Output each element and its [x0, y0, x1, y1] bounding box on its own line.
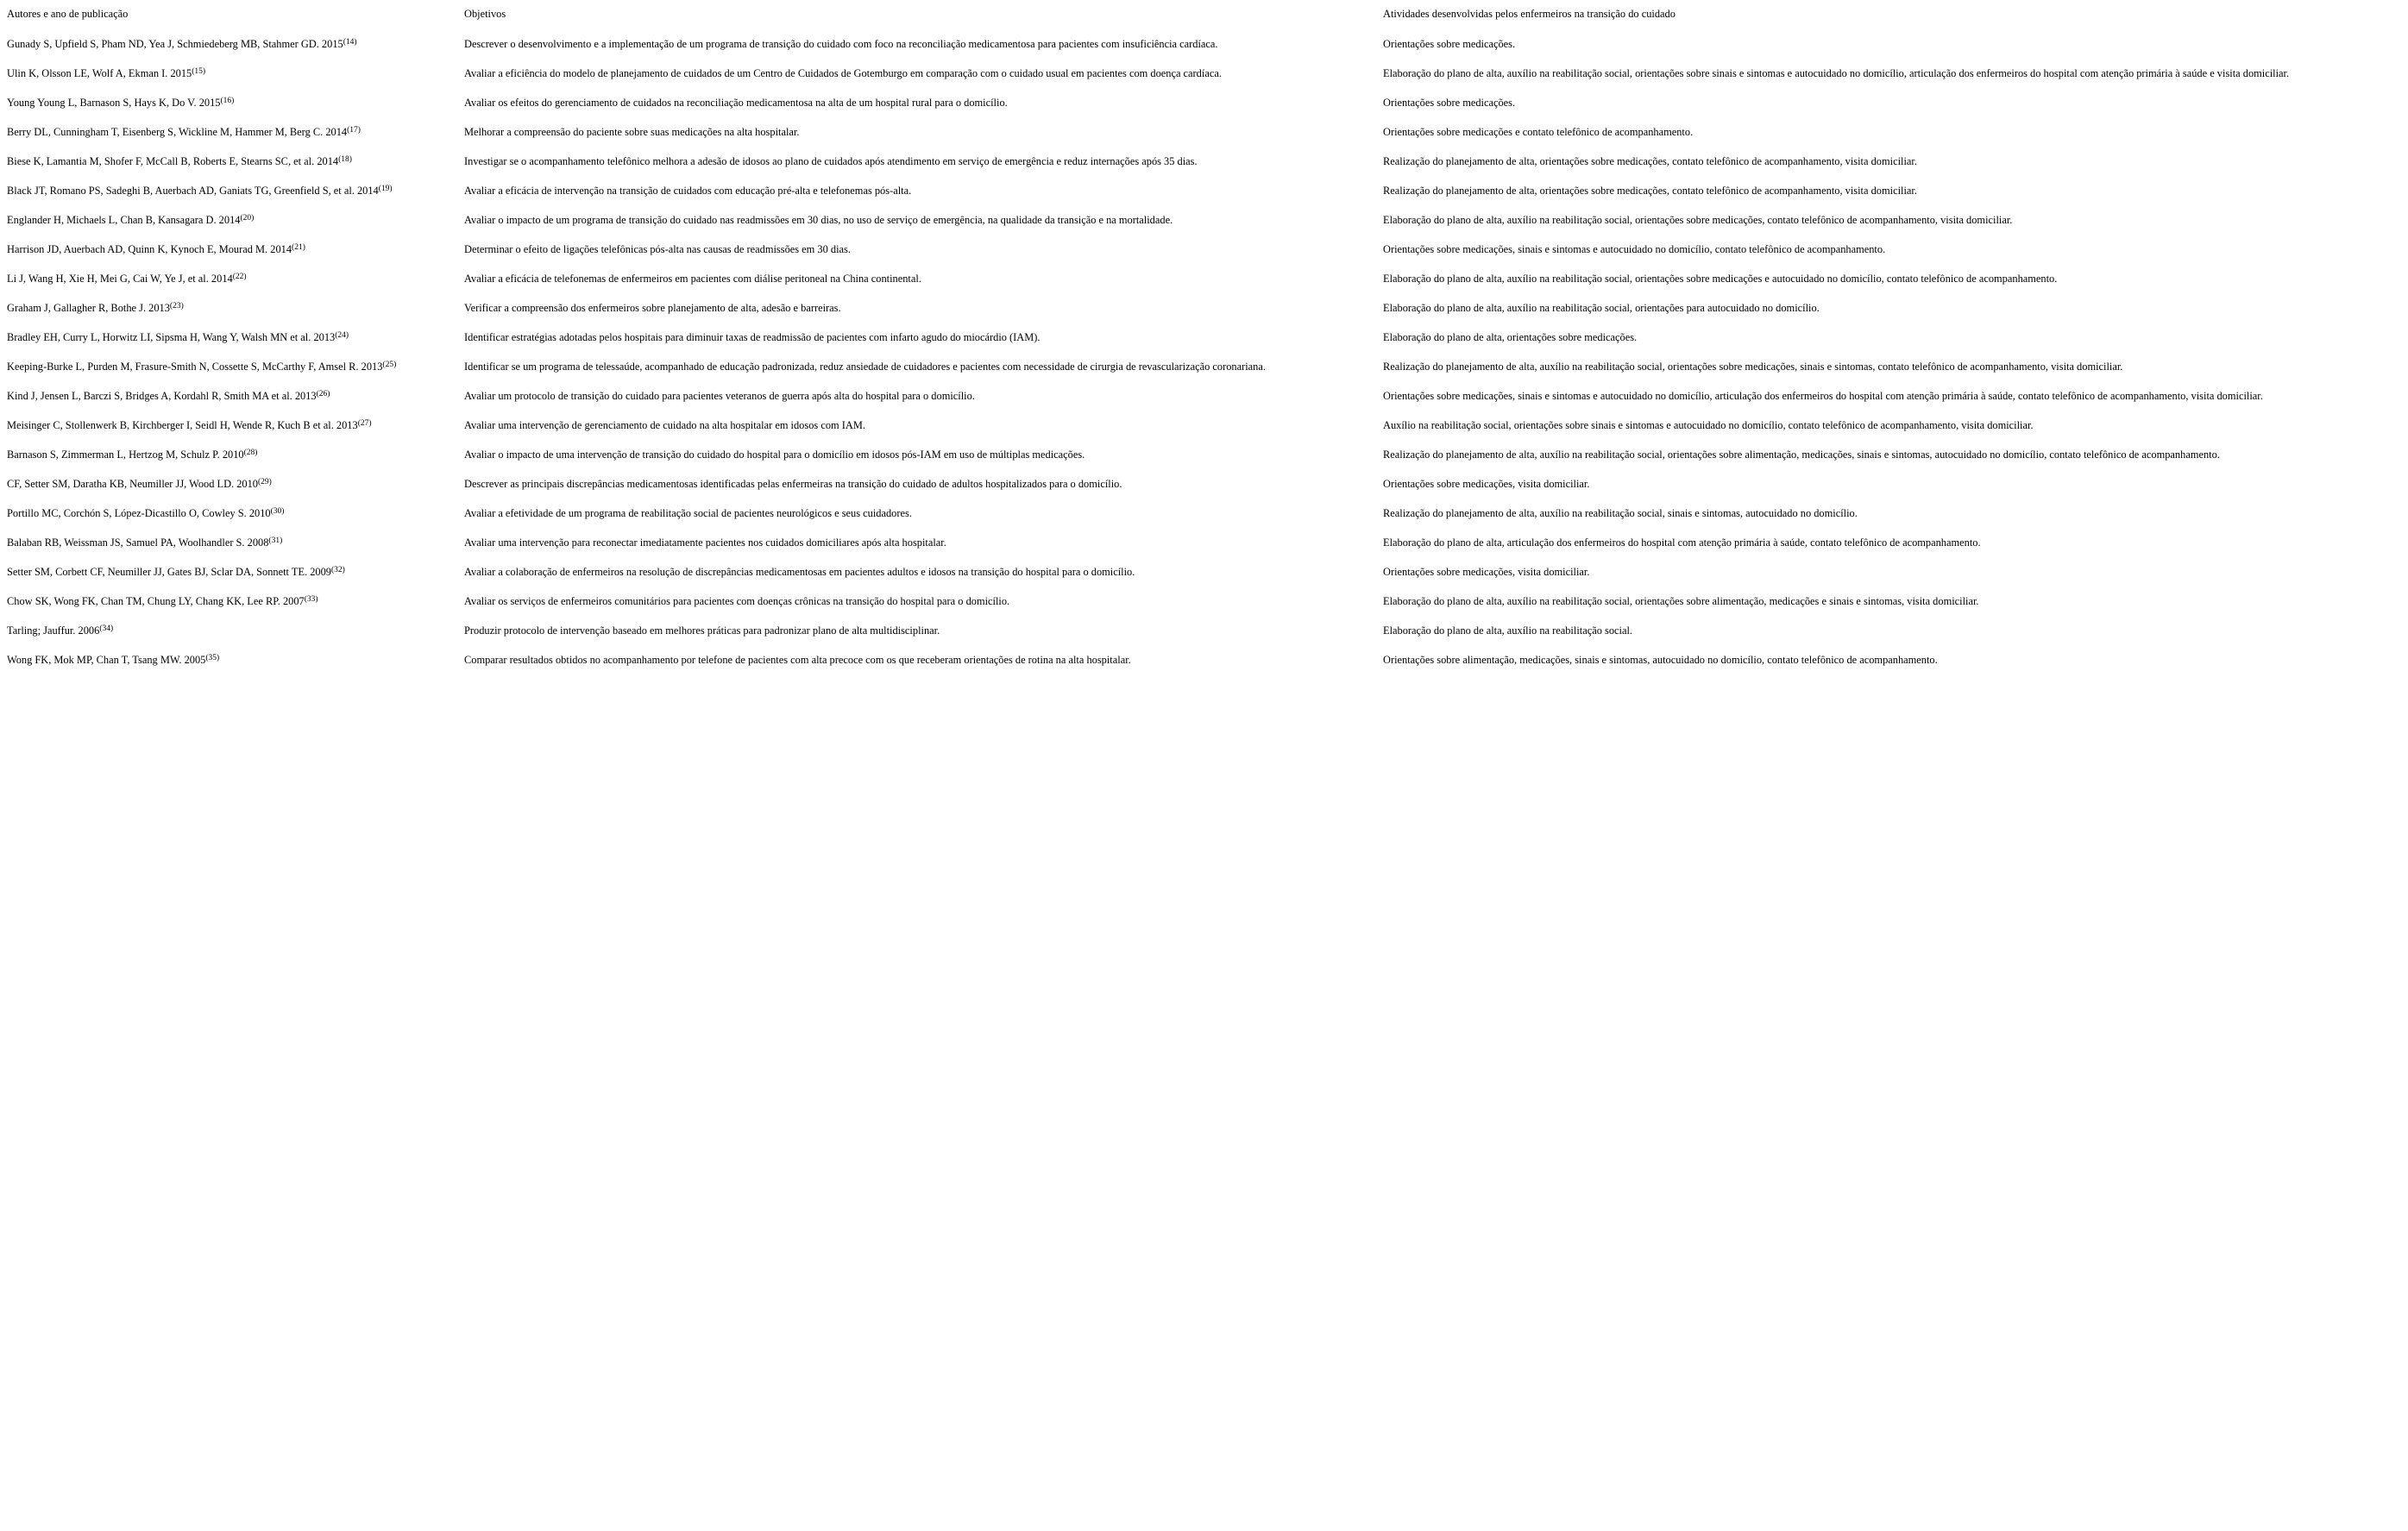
- reference-number: (33): [304, 595, 318, 604]
- cell-activities: Orientações sobre medicações, visita domiciliar.: [1383, 566, 1590, 578]
- reference-number: (23): [169, 302, 184, 311]
- authors-text: CF, Setter SM, Daratha KB, Neumiller JJ, Wood LD. 2010: [7, 478, 259, 490]
- cell-objective: Descrever o desenvolvimento e a implementação de um programa de transição do cuidado com foco na reconciliação medicamentosa para pacientes com insuficiência cardíaca.: [464, 38, 1218, 50]
- header-authors: Autores e ano de publicação: [7, 8, 129, 20]
- table-row: [0, 468, 2408, 498]
- reference-number: (24): [335, 331, 349, 340]
- authors-text: Kind J, Jensen L, Barczi S, Bridges A, Kordahl R, Smith MA et al. 2013: [7, 390, 317, 402]
- cell-objective: Identificar se um programa de telessaúde, acompanhado de educação padronizada, reduz ansiedade de cuidadores e pacientes com necessidade de cirurgia de revascularização coronariana.: [464, 361, 1266, 373]
- table-row: [0, 498, 2408, 527]
- cell-activities: Orientações sobre medicações e contato telefônico de acompanhamento.: [1383, 126, 1694, 138]
- cell-authors: [0, 439, 457, 468]
- reference-number: (15): [192, 67, 206, 76]
- cell-activities: Elaboração do plano de alta, auxílio na reabilitação social.: [1383, 624, 1632, 637]
- table-row: [0, 351, 2408, 380]
- cell-activities: Elaboração do plano de alta, auxílio na reabilitação social, orientações para autocuidado no domicílio.: [1383, 302, 1820, 314]
- reference-number: (22): [232, 273, 247, 281]
- cell-objective: Avaliar a colaboração de enfermeiros na resolução de discrepâncias medicamentosas em pacientes adultos e idosos na transição do hospital para o domicílio.: [464, 566, 1135, 578]
- authors-text: Biese K, Lamantia M, Shofer F, McCall B, Roberts E, Stearns SC, et al. 2014: [7, 155, 339, 167]
- cell-activities: Elaboração do plano de alta, orientações sobre medicações.: [1383, 331, 1638, 343]
- table-row: [0, 322, 2408, 351]
- cell-objective: Avaliar a eficácia de intervenção na transição de cuidados com educação pré-alta e telefonemas pós-alta.: [464, 185, 912, 197]
- authors-text: Graham J, Gallagher R, Bothe J. 2013: [7, 302, 170, 314]
- table-row: [0, 527, 2408, 556]
- reference-number: (18): [338, 155, 352, 164]
- cell-objective: Produzir protocolo de intervenção baseado em melhores práticas para padronizar plano de alta multidisciplinar.: [464, 624, 940, 637]
- authors-text: Tarling; Jauffur. 2006: [7, 624, 100, 637]
- cell-authors: [0, 28, 457, 58]
- cell-activities: Orientações sobre medicações, visita domiciliar.: [1383, 478, 1590, 490]
- cell-objective: Avaliar a efetividade de um programa de reabilitação social de pacientes neurológicos e seus cuidadores.: [464, 507, 912, 519]
- header-objectives: Objetivos: [464, 8, 506, 20]
- reference-number: (20): [240, 214, 255, 223]
- cell-activities: Auxílio na reabilitação social, orientações sobre sinais e sintomas e autocuidado no domicílio, contato telefônico de acompanhamento, visita domiciliar.: [1383, 419, 2034, 431]
- cell-objective: Avaliar uma intervenção para reconectar imediatamente pacientes nos cuidados domiciliares após alta hospitalar.: [464, 536, 946, 549]
- authors-text: Berry DL, Cunningham T, Eisenberg S, Wickline M, Hammer M, Berg C. 2014: [7, 126, 348, 138]
- cell-objective: Avaliar um protocolo de transição do cuidado para pacientes veteranos de guerra após alta do hospital para o domicílio.: [464, 390, 975, 402]
- authors-text: Black JT, Romano PS, Sadeghi B, Auerbach AD, Ganiats TG, Greenfield S, et al. 2014: [7, 185, 379, 197]
- table-row: [0, 615, 2408, 644]
- authors-text: Chow SK, Wong FK, Chan TM, Chung LY, Chang KK, Lee RP. 2007: [7, 595, 305, 607]
- reference-number: (26): [316, 390, 330, 398]
- table-row: [0, 204, 2408, 234]
- cell-activities: Elaboração do plano de alta, auxílio na reabilitação social, orientações sobre medicações e autocuidado no domicílio, contato telefônico de acompanhamento.: [1383, 273, 2058, 285]
- cell-authors: [0, 468, 457, 498]
- cell-objective: Identificar estratégias adotadas pelos hospitais para diminuir taxas de readmissão de pacientes com infarto agudo do miocárdio (IAM).: [464, 331, 1041, 343]
- cell-authors: [0, 292, 457, 322]
- cell-objective: Avaliar o impacto de uma intervenção de transição do cuidado do hospital para o domicílio em idosos pós-IAM em uso de múltiplas medicações.: [464, 449, 1085, 461]
- cell-authors: [0, 556, 457, 586]
- cell-authors: [0, 146, 457, 175]
- cell-authors: [0, 116, 457, 146]
- cell-activities: Orientações sobre medicações.: [1383, 38, 1516, 50]
- studies-table: [0, 0, 2408, 674]
- authors-text: Balaban RB, Weissman JS, Samuel PA, Woolhandler S. 2008: [7, 536, 269, 549]
- cell-activities: Orientações sobre medicações, sinais e sintomas e autocuidado no domicílio, contato telefônico de acompanhamento.: [1383, 243, 1886, 255]
- cell-objective: Melhorar a compreensão do paciente sobre suas medicações na alta hospitalar.: [464, 126, 800, 138]
- authors-text: Li J, Wang H, Xie H, Mei G, Cai W, Ye J, et al. 2014: [7, 273, 233, 285]
- cell-objective: Verificar a compreensão dos enfermeiros sobre planejamento de alta, adesão e barreiras.: [464, 302, 841, 314]
- table-row: [0, 28, 2408, 58]
- reference-number: (21): [292, 243, 305, 252]
- cell-activities: Elaboração do plano de alta, auxílio na reabilitação social, orientações sobre alimentação, medicações e sinais e sintomas, visita domiciliar.: [1383, 595, 1979, 607]
- authors-text: Young Young L, Barnason S, Hays K, Do V. 2015: [7, 97, 221, 109]
- cell-authors: [0, 322, 457, 351]
- cell-activities: Orientações sobre alimentação, medicações, sinais e sintomas, autocuidado no domicílio, contato telefônico de acompanhamento.: [1383, 654, 1938, 666]
- cell-activities: Realização do planejamento de alta, orientações sobre medicações, contato telefônico de acompanhamento, visita domiciliar.: [1383, 185, 1917, 197]
- table-body: [0, 28, 2408, 674]
- cell-activities: Realização do planejamento de alta, auxílio na reabilitação social, orientações sobre medicações, sinais e sintomas, contato telefônico de acompanhamento, visita domiciliar.: [1383, 361, 2123, 373]
- cell-authors: [0, 204, 457, 234]
- authors-text: Ulin K, Olsson LE, Wolf A, Ekman I. 2015: [7, 67, 192, 79]
- cell-authors: [0, 263, 457, 292]
- cell-authors: [0, 527, 457, 556]
- cell-authors: [0, 380, 457, 410]
- cell-authors: [0, 410, 457, 439]
- table-row: [0, 116, 2408, 146]
- authors-text: Meisinger C, Stollenwerk B, Kirchberger I, Seidl H, Wende R, Kuch B et al. 2013: [7, 419, 358, 431]
- reference-number: (19): [378, 185, 393, 193]
- reference-number: (27): [357, 419, 372, 428]
- cell-objective: Avaliar a eficácia de telefonemas de enfermeiros em pacientes com diálise peritoneal na China continental.: [464, 273, 921, 285]
- cell-objective: Avaliar os serviços de enfermeiros comunitários para pacientes com doenças crônicas na transição do hospital para o domicílio.: [464, 595, 1010, 607]
- cell-activities: Elaboração do plano de alta, articulação dos enfermeiros do hospital com atenção primária à saúde, contato telefônico de acompanhamento.: [1383, 536, 1981, 549]
- cell-authors: [0, 175, 457, 204]
- cell-authors: [0, 234, 457, 263]
- table-row: [0, 58, 2408, 87]
- authors-text: Keeping-Burke L, Purden M, Frasure-Smith N, Cossette S, McCarthy F, Amsel R. 2013: [7, 361, 383, 373]
- cell-activities: Elaboração do plano de alta, auxílio na reabilitação social, orientações sobre sinais e sintomas e autocuidado no domicílio, articulação dos enfermeiros do hospital com atenção primária à saúde e visita domiciliar.: [1383, 67, 2290, 79]
- table-header-row: [0, 0, 2408, 28]
- reference-number: (17): [347, 126, 361, 135]
- cell-authors: [0, 586, 457, 615]
- authors-text: Bradley EH, Curry L, Horwitz LI, Sipsma H, Wang Y, Walsh MN et al. 2013: [7, 331, 336, 343]
- cell-authors: [0, 351, 457, 380]
- table-row: [0, 410, 2408, 439]
- table-row: [0, 644, 2408, 674]
- cell-authors: [0, 615, 457, 644]
- reference-number: (34): [99, 624, 114, 633]
- cell-activities: Orientações sobre medicações, sinais e sintomas e autocuidado no domicílio, articulação dos enfermeiros do hospital com atenção primária à saúde, contato telefônico de acompanhamento, visita domiciliar.: [1383, 390, 2263, 402]
- table-row: [0, 234, 2408, 263]
- cell-activities: Elaboração do plano de alta, auxílio na reabilitação social, orientações sobre medicações, contato telefônico de acompanhamento, visita domiciliar.: [1383, 214, 2013, 226]
- header-activities: Atividades desenvolvidas pelos enfermeiros na transição do cuidado: [1383, 8, 1676, 20]
- reference-number: (35): [205, 654, 220, 662]
- table-row: [0, 146, 2408, 175]
- reference-number: (32): [330, 566, 345, 574]
- authors-text: Gunady S, Upfield S, Pham ND, Yea J, Schmiedeberg MB, Stahmer GD. 2015: [7, 38, 343, 50]
- authors-text: Englander H, Michaels L, Chan B, Kansagara D. 2014: [7, 214, 241, 226]
- cell-activities: Orientações sobre medicações.: [1383, 97, 1516, 109]
- table-row: [0, 586, 2408, 615]
- cell-authors: [0, 58, 457, 87]
- reference-number: (28): [243, 449, 258, 457]
- cell-objective: Comparar resultados obtidos no acompanhamento por telefone de pacientes com alta precoce com os que receberam orientações de rotina na alta hospitalar.: [464, 654, 1131, 666]
- cell-objective: Descrever as principais discrepâncias medicamentosas identificadas pelas enfermeiras na transição do cuidado de adultos hospitalizados para o domicílio.: [464, 478, 1122, 490]
- reference-number: (31): [268, 536, 283, 545]
- reference-number: (16): [220, 97, 235, 105]
- table-row: [0, 556, 2408, 586]
- cell-objective: Avaliar a eficiência do modelo de planejamento de cuidados de um Centro de Cuidados de Gotemburgo em comparação com o cuidado usual em pacientes com doença cardíaca.: [464, 67, 1222, 79]
- table-row: [0, 292, 2408, 322]
- authors-text: Wong FK, Mok MP, Chan T, Tsang MW. 2005: [7, 654, 206, 666]
- table-row: [0, 439, 2408, 468]
- cell-authors: [0, 87, 457, 116]
- cell-activities: Realização do planejamento de alta, auxílio na reabilitação social, sinais e sintomas, autocuidado no domicílio.: [1383, 507, 1858, 519]
- table-row: [0, 263, 2408, 292]
- authors-text: Barnason S, Zimmerman L, Hertzog M, Schulz P. 2010: [7, 449, 244, 461]
- cell-objective: Determinar o efeito de ligações telefônicas pós-alta nas causas de readmissões em 30 dias.: [464, 243, 851, 255]
- cell-authors: [0, 644, 457, 674]
- reference-number: (25): [382, 361, 397, 369]
- cell-authors: [0, 498, 457, 527]
- cell-objective: Avaliar os efeitos do gerenciamento de cuidados na reconciliação medicamentosa na alta de um hospital rural para o domicílio.: [464, 97, 1008, 109]
- cell-objective: Avaliar o impacto de um programa de transição do cuidado nas readmissões em 30 dias, no uso de serviço de emergência, na qualidade da transição e na mortalidade.: [464, 214, 1173, 226]
- cell-activities: Realização do planejamento de alta, orientações sobre medicações, contato telefônico de acompanhamento, visita domiciliar.: [1383, 155, 1917, 167]
- reference-number: (14): [343, 38, 357, 47]
- authors-text: Portillo MC, Corchón S, López-Dicastillo O, Cowley S. 2010: [7, 507, 271, 519]
- reference-number: (29): [258, 478, 272, 486]
- authors-text: Setter SM, Corbett CF, Neumiller JJ, Gates BJ, Sclar DA, Sonnett TE. 2009: [7, 566, 331, 578]
- table-row: [0, 175, 2408, 204]
- table-row: [0, 87, 2408, 116]
- table-row: [0, 380, 2408, 410]
- cell-activities: Realização do planejamento de alta, auxílio na reabilitação social, orientações sobre alimentação, medicações, sinais e sintomas, autocuidado no domicílio, contato telefônico de acompanhamento.: [1383, 449, 2220, 461]
- authors-text: Harrison JD, Auerbach AD, Quinn K, Kynoch E, Mourad M. 2014: [7, 243, 292, 255]
- cell-objective: Avaliar uma intervenção de gerenciamento de cuidado na alta hospitalar em idosos com IAM.: [464, 419, 865, 431]
- cell-objective: Investigar se o acompanhamento telefônico melhora a adesão de idosos ao plano de cuidados após atendimento em serviço de emergência e reduz internações após 35 dias.: [464, 155, 1198, 167]
- reference-number: (30): [270, 507, 285, 516]
